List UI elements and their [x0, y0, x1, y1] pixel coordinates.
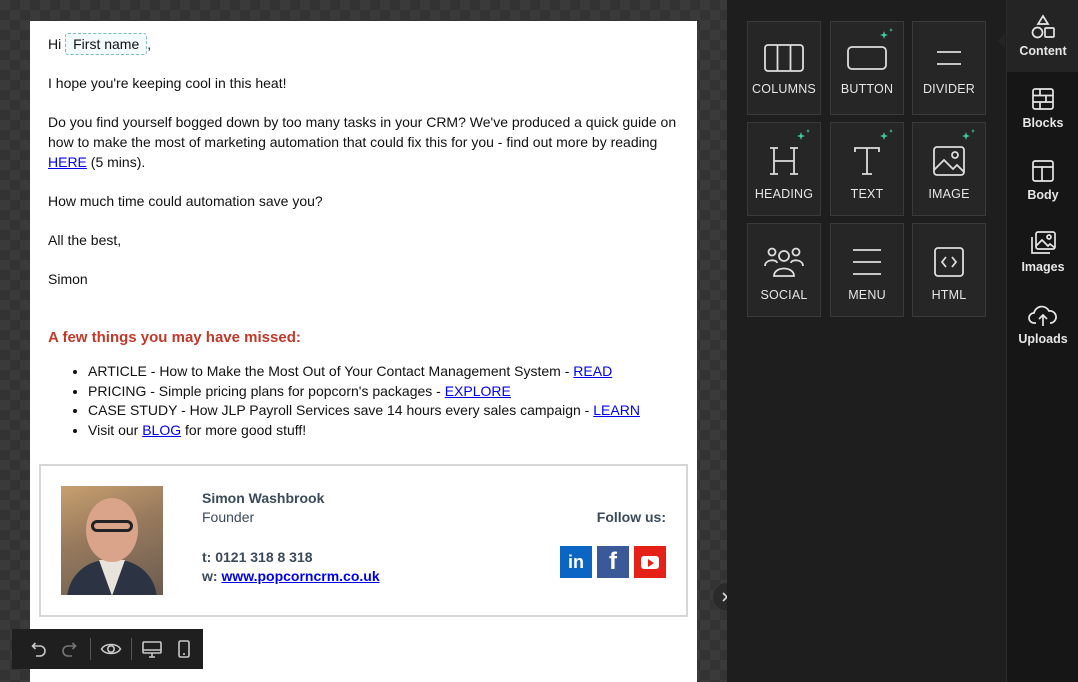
- desktop-view-button[interactable]: [136, 633, 168, 665]
- signature-web-prefix: w:: [202, 568, 222, 584]
- tile-label: SOCIAL: [760, 288, 808, 302]
- tile-label: TEXT: [850, 187, 884, 201]
- website-link[interactable]: www.popcorncrm.co.uk: [221, 568, 380, 584]
- undo-button[interactable]: [22, 633, 54, 665]
- missed-heading: A few things you may have missed:: [48, 329, 301, 346]
- image-icon: [929, 145, 969, 177]
- merge-tag-first-name[interactable]: First name: [65, 33, 147, 55]
- sidebar-label: Blocks: [1022, 116, 1064, 130]
- sidebar-item-content[interactable]: [1007, 0, 1078, 72]
- tile-heading[interactable]: [747, 122, 821, 216]
- tile-html[interactable]: [912, 223, 986, 317]
- email-body[interactable]: [30, 21, 697, 682]
- button-icon: [847, 44, 887, 72]
- list-item: [88, 401, 688, 421]
- body-paragraph: [48, 112, 688, 172]
- list-item-text: ARTICLE - How to Make the Most Out of Your Contact Management System -: [88, 363, 574, 379]
- mobile-icon: [174, 639, 194, 659]
- tile-label: MENU: [848, 288, 886, 302]
- layout-icon: [1030, 158, 1056, 184]
- tile-divider[interactable]: [912, 21, 986, 115]
- tile-image[interactable]: [912, 122, 986, 216]
- ai-sparkle-icon: [879, 28, 895, 42]
- missed-list: [88, 362, 688, 440]
- list-item-text: CASE STUDY - How JLP Payroll Services save 14 hours every sales campaign -: [88, 402, 594, 418]
- sidebar-label: Images: [1021, 260, 1065, 274]
- shapes-icon: [1030, 14, 1056, 40]
- blocks-icon: [1030, 86, 1056, 112]
- tile-label: BUTTON: [840, 82, 894, 96]
- undo-icon: [28, 639, 48, 659]
- facebook-icon[interactable]: f: [597, 546, 629, 578]
- sidebar-label: Uploads: [1018, 332, 1068, 346]
- greeting-prefix: Hi: [48, 36, 62, 52]
- bottom-toolbar: [12, 629, 203, 669]
- list-item: [88, 421, 688, 441]
- read-link[interactable]: READ: [573, 363, 613, 379]
- sidebar-item-images[interactable]: [1007, 216, 1078, 288]
- youtube-icon[interactable]: [634, 546, 666, 578]
- sidebar-label: Body: [1027, 188, 1059, 202]
- eye-icon: [100, 639, 122, 659]
- tile-label: COLUMNS: [752, 82, 816, 96]
- list-item-text: Visit our: [88, 421, 143, 438]
- collapse-panel-button[interactable]: [712, 582, 727, 612]
- greeting-line: [48, 33, 688, 55]
- tile-menu[interactable]: [830, 223, 904, 317]
- signature-block[interactable]: [39, 464, 688, 617]
- divider-icon: [929, 44, 969, 72]
- sidebar-item-body[interactable]: [1007, 144, 1078, 216]
- images-icon: [1029, 230, 1057, 256]
- signature-web: [202, 566, 380, 586]
- signature-photo: [61, 486, 163, 595]
- intro-line: I hope you're keeping cool in this heat!: [48, 75, 287, 91]
- tile-label: HEADING: [754, 187, 814, 201]
- sidebar-label: Content: [1019, 44, 1067, 58]
- toolbar-divider: [90, 638, 91, 660]
- tile-label: IMAGE: [928, 187, 970, 201]
- sidebar-item-blocks[interactable]: [1007, 72, 1078, 144]
- content-panel: [727, 0, 1006, 682]
- explore-link[interactable]: EXPLORE: [444, 382, 511, 399]
- tile-social[interactable]: [747, 223, 821, 317]
- mobile-view-button[interactable]: [168, 633, 200, 665]
- tile-columns[interactable]: [747, 21, 821, 115]
- signature-role: Founder: [202, 509, 255, 525]
- list-item-text: PRICING - Simple pricing plans for popcorn's packages -: [88, 382, 445, 399]
- redo-icon: [60, 639, 80, 659]
- ai-sparkle-icon: [879, 129, 895, 143]
- menu-icon: [847, 246, 887, 278]
- learn-link[interactable]: LEARN: [593, 402, 640, 418]
- redo-button[interactable]: [54, 633, 86, 665]
- preview-button[interactable]: [95, 633, 127, 665]
- blog-link[interactable]: BLOG: [142, 421, 182, 438]
- sidebar-item-uploads[interactable]: [1007, 288, 1078, 360]
- html-icon: [929, 246, 969, 278]
- heading-icon: [764, 145, 804, 177]
- greeting-suffix: ,: [147, 36, 152, 52]
- tile-text[interactable]: [830, 122, 904, 216]
- body-paragraph-text: Do you find yourself bogged down by too many tasks in your CRM? We've produced a quick guide on how to make the most of marketing automation that could fix this for you - find out more by reading: [48, 114, 677, 150]
- ai-sparkle-icon: [961, 129, 977, 143]
- tile-button[interactable]: [830, 21, 904, 115]
- signature-phone: t: 0121 318 8 318: [202, 549, 313, 565]
- list-item: [88, 382, 688, 402]
- signature-name: Simon Washbrook: [202, 490, 325, 506]
- social-icon: [764, 246, 804, 278]
- body-paragraph-suffix: (5 mins).: [86, 154, 146, 170]
- ai-sparkle-icon: [796, 129, 812, 143]
- toolbar-divider: [131, 638, 132, 660]
- desktop-icon: [141, 639, 163, 659]
- closing-line: All the best,: [48, 232, 122, 248]
- here-link[interactable]: HERE: [48, 154, 87, 170]
- tile-label: HTML: [931, 288, 967, 302]
- tile-label: DIVIDER: [922, 82, 976, 96]
- cloud-upload-icon: [1028, 302, 1058, 328]
- linkedin-icon[interactable]: in: [560, 546, 592, 578]
- columns-icon: [764, 44, 804, 72]
- signoff-line: Simon: [48, 271, 88, 287]
- active-tab-caret: [997, 34, 1005, 48]
- follow-us-label: Follow us:: [596, 509, 666, 525]
- list-item: [88, 362, 688, 382]
- question-line: How much time could automation save you?: [48, 193, 323, 209]
- editor-sidebar: [1006, 0, 1078, 682]
- double-chevron-right-icon: [720, 590, 727, 604]
- text-icon: [847, 145, 887, 177]
- list-item-suffix: for more good stuff!: [181, 421, 307, 438]
